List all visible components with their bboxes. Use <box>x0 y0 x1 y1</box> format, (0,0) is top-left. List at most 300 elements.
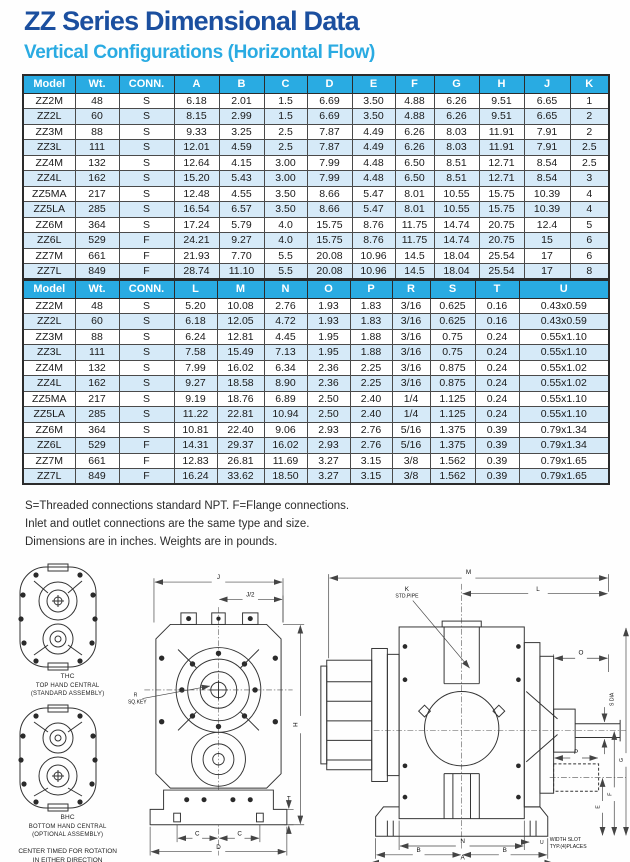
table-cell: 1.93 <box>307 314 350 330</box>
table-cell: 17 <box>524 248 570 264</box>
table-cell: 14.31 <box>174 438 217 454</box>
table-cell: 1 <box>570 93 609 109</box>
table-cell: 10.39 <box>524 202 570 218</box>
table-cell: 14.5 <box>395 264 434 280</box>
table-cell: 11.10 <box>219 264 264 280</box>
table-cell: 0.43x0.59 <box>519 314 609 330</box>
drawings-section <box>8 563 630 862</box>
table-cell: 6.69 <box>307 109 352 125</box>
table-cell: 9.33 <box>174 124 219 140</box>
table-cell: 6.65 <box>524 93 570 109</box>
column-header-r: R <box>392 280 430 298</box>
table-row-zz4m <box>23 360 609 376</box>
table-cell: 1.95 <box>307 345 350 361</box>
table-cell: 0.55x1.10 <box>519 391 609 407</box>
bottom-hand-central-drawing <box>8 704 108 814</box>
table-cell: 0.79x1.65 <box>519 453 609 469</box>
table-cell: 88 <box>75 124 119 140</box>
column-header-u: U <box>519 280 609 298</box>
table-cell: 1.5 <box>264 109 307 125</box>
table-cell: S <box>119 376 174 392</box>
table-cell: 132 <box>75 360 119 376</box>
table-cell: 6.50 <box>395 155 434 171</box>
column-header-m: M <box>217 280 264 298</box>
column-header-d: D <box>307 75 352 93</box>
table-cell: 162 <box>75 376 119 392</box>
column-header-c: C <box>264 75 307 93</box>
table-cell: 3.27 <box>307 469 350 485</box>
table-cell: 0.55x1.10 <box>519 345 609 361</box>
table-cell: 15.75 <box>307 217 352 233</box>
table-cell: 14.74 <box>434 233 479 249</box>
table-cell: 48 <box>75 93 119 109</box>
table-cell: F <box>119 264 174 280</box>
table-row-zz3m <box>23 124 609 140</box>
table-cell: 11.22 <box>174 407 217 423</box>
table-cell: 2.50 <box>307 391 350 407</box>
table-cell: 132 <box>75 155 119 171</box>
table-cell: 6.24 <box>174 329 217 345</box>
table-cell: ZZ4L <box>23 171 75 187</box>
table-row-zz5ma <box>23 391 609 407</box>
table-cell: 25.54 <box>479 248 524 264</box>
table-cell: 8.01 <box>395 186 434 202</box>
table-cell: 111 <box>75 140 119 156</box>
table-cell: 7.99 <box>307 171 352 187</box>
table-cell: 29.37 <box>217 438 264 454</box>
bhc-name: BOTTOM HAND CENTRAL <box>28 824 107 831</box>
table-cell: 10.55 <box>434 202 479 218</box>
dim-label-k: K <box>404 586 410 594</box>
table-cell: S <box>119 345 174 361</box>
table-row-zz4m <box>23 155 609 171</box>
table-cell: 25.54 <box>479 264 524 280</box>
table-cell: 0.625 <box>430 314 475 330</box>
thc-name: TOP HAND CENTRAL <box>35 683 100 690</box>
table-cell: 10.96 <box>352 264 395 280</box>
table-cell: 217 <box>75 391 119 407</box>
table-cell: 0.625 <box>430 298 475 314</box>
table-cell: 2.93 <box>307 422 350 438</box>
table-cell: S <box>119 171 174 187</box>
table-cell: 18.04 <box>434 248 479 264</box>
table-cell: 6.69 <box>307 93 352 109</box>
table-header-row <box>23 75 609 93</box>
table-cell: 16.02 <box>264 438 307 454</box>
table-cell: 0.875 <box>430 376 475 392</box>
table-cell: S <box>119 186 174 202</box>
dim-label-c-right: C <box>237 830 243 838</box>
table-cell: 1.88 <box>350 329 392 345</box>
table-row-zz4l <box>23 376 609 392</box>
table-cell: 8.51 <box>434 171 479 187</box>
table-cell: 3.00 <box>264 155 307 171</box>
page-title: ZZ Series Dimensional Data <box>24 6 359 36</box>
table-cell: 4.0 <box>264 217 307 233</box>
table-cell: 15.75 <box>479 202 524 218</box>
table-cell: 14.74 <box>434 217 479 233</box>
table-cell: 4.45 <box>264 329 307 345</box>
table-cell: 1.93 <box>307 298 350 314</box>
table-cell: F <box>119 248 174 264</box>
table-cell: 28.74 <box>174 264 219 280</box>
dim-label-f: F <box>607 793 614 797</box>
column-header-model: Model <box>23 75 75 93</box>
table-cell: 2.01 <box>219 93 264 109</box>
table-cell: 5.79 <box>219 217 264 233</box>
table-cell: 6.89 <box>264 391 307 407</box>
table-cell: ZZ3L <box>23 345 75 361</box>
table-cell: 5/16 <box>392 438 430 454</box>
table-cell: 4.0 <box>264 233 307 249</box>
table-cell: S <box>119 109 174 125</box>
table-cell: ZZ5MA <box>23 391 75 407</box>
table-cell: 12.64 <box>174 155 219 171</box>
table-cell: 3.15 <box>350 453 392 469</box>
table-cell: 0.39 <box>475 453 519 469</box>
table-row-zz6l <box>23 438 609 454</box>
table-row-zz7l <box>23 469 609 485</box>
table-row-zz6l <box>23 233 609 249</box>
table-cell: 2.36 <box>307 376 350 392</box>
table-cell: 8.03 <box>434 124 479 140</box>
dim-label-t: T <box>287 796 292 804</box>
table-cell: 8.01 <box>395 202 434 218</box>
table-cell: 7.70 <box>219 248 264 264</box>
table-cell: F <box>119 438 174 454</box>
table-cell: 16.24 <box>174 469 217 485</box>
table-cell: ZZ2M <box>23 93 75 109</box>
table-cell: 8.51 <box>434 155 479 171</box>
table-cell: 12.4 <box>524 217 570 233</box>
table-cell: 364 <box>75 217 119 233</box>
table-cell: 162 <box>75 171 119 187</box>
column-header-model: Model <box>23 280 75 298</box>
column-header-o: O <box>307 280 350 298</box>
dim-label-width-slot: WIDTH SLOT <box>549 837 582 844</box>
column-header-h: H <box>479 75 524 93</box>
table-cell: 0.16 <box>475 314 519 330</box>
table-cell: 0.39 <box>475 438 519 454</box>
table-cell: 4.15 <box>219 155 264 171</box>
table-cell: 0.39 <box>475 469 519 485</box>
table-cell: 3.50 <box>352 109 395 125</box>
table-cell: 2.76 <box>264 298 307 314</box>
table-cell: 6.34 <box>264 360 307 376</box>
table-cell: 529 <box>75 233 119 249</box>
table-cell: 4.88 <box>395 109 434 125</box>
table-cell: 12.48 <box>174 186 219 202</box>
column-header-g: G <box>434 75 479 93</box>
table-cell: 1.83 <box>350 298 392 314</box>
table-cell: 3/16 <box>392 314 430 330</box>
dimensional-table-l-u <box>22 279 610 485</box>
table-cell: 20.75 <box>479 217 524 233</box>
table-cell: 8 <box>570 264 609 280</box>
table-row-zz2m <box>23 93 609 109</box>
bolt-pattern <box>18 714 97 805</box>
dim-label-o: O <box>578 649 584 657</box>
table-cell: 661 <box>75 248 119 264</box>
table-cell: 6.18 <box>174 314 217 330</box>
dim-label-typ-places: TYP.(4)PLACES <box>549 844 587 851</box>
footnotes <box>25 498 630 551</box>
table-cell: 8.66 <box>307 202 352 218</box>
table-cell: 9.19 <box>174 391 217 407</box>
table-cell: 0.39 <box>475 422 519 438</box>
table-cell: 15.75 <box>479 186 524 202</box>
table-row-zz5la <box>23 202 609 218</box>
dim-label-d: D <box>216 844 222 852</box>
table-cell: 10.96 <box>352 248 395 264</box>
table-cell: 2.99 <box>219 109 264 125</box>
table-row-zz3l <box>23 345 609 361</box>
dim-label-n: N <box>460 838 466 846</box>
table-cell: 1.88 <box>350 345 392 361</box>
table-cell: ZZ4M <box>23 155 75 171</box>
table-cell: 3/16 <box>392 329 430 345</box>
table-cell: 285 <box>75 407 119 423</box>
table-cell: 0.79x1.34 <box>519 422 609 438</box>
dim-label-sq-key: SQ.KEY <box>128 699 147 706</box>
table-cell: 5.47 <box>352 186 395 202</box>
table-cell: 0.75 <box>430 329 475 345</box>
table-cell: 661 <box>75 453 119 469</box>
table-cell: ZZ7L <box>23 469 75 485</box>
table-cell: 0.79x1.34 <box>519 438 609 454</box>
table-cell: ZZ5LA <box>23 407 75 423</box>
table-cell: 5.5 <box>264 248 307 264</box>
table-cell: 2.25 <box>350 360 392 376</box>
table-cell: ZZ4L <box>23 376 75 392</box>
table-row-zz7m <box>23 248 609 264</box>
table-cell: S <box>119 93 174 109</box>
table-cell: 0.24 <box>475 376 519 392</box>
column-header-wt: Wt. <box>75 75 119 93</box>
table-cell: 10.81 <box>174 422 217 438</box>
table-cell: 9.51 <box>479 93 524 109</box>
table-row-zz6m <box>23 217 609 233</box>
table-cell: 4.88 <box>395 93 434 109</box>
column-header-p: P <box>350 280 392 298</box>
table-cell: 10.94 <box>264 407 307 423</box>
dim-label-b-left: B <box>416 847 421 855</box>
table-cell: 3/16 <box>392 345 430 361</box>
table-cell: 5 <box>570 217 609 233</box>
table-cell: 48 <box>75 298 119 314</box>
side-view-drawing <box>315 563 630 862</box>
table-cell: 6.57 <box>219 202 264 218</box>
table-cell: F <box>119 469 174 485</box>
table-cell: 7.87 <box>307 124 352 140</box>
table-cell: 14.5 <box>395 248 434 264</box>
table-cell: 20.75 <box>479 233 524 249</box>
table-cell: 11.75 <box>395 217 434 233</box>
table-cell: 16.02 <box>217 360 264 376</box>
center-timed-note <box>8 847 127 862</box>
table-cell: 17.24 <box>174 217 219 233</box>
table-cell: 7.13 <box>264 345 307 361</box>
assembly-options-column <box>8 563 127 862</box>
table-cell: 8.90 <box>264 376 307 392</box>
dim-label-b-right: B <box>502 847 507 855</box>
table-cell: 1.83 <box>350 314 392 330</box>
column-header-j: J <box>524 75 570 93</box>
dim-label-std-pipe: STD.PIPE <box>395 594 419 601</box>
table-cell: 15 <box>524 233 570 249</box>
dim-label-j-half: J/2 <box>246 591 255 599</box>
table-cell: F <box>119 233 174 249</box>
table-cell: 4.59 <box>219 140 264 156</box>
table-cell: 3.50 <box>264 202 307 218</box>
table-cell: 1.125 <box>430 407 475 423</box>
table-row-zz3l <box>23 140 609 156</box>
table-row-zz2m <box>23 298 609 314</box>
table-cell: 20.08 <box>307 264 352 280</box>
table-cell: 33.62 <box>217 469 264 485</box>
dim-label-h: H <box>292 722 300 728</box>
front-view-drawing <box>127 563 315 862</box>
table-cell: 0.43x0.59 <box>519 298 609 314</box>
table-cell: 26.81 <box>217 453 264 469</box>
table-cell: 3.25 <box>219 124 264 140</box>
table-cell: ZZ2L <box>23 314 75 330</box>
table-cell: 18.76 <box>217 391 264 407</box>
footnote-inlet-outlet: Inlet and outlet connections are the same type and size. <box>25 517 310 530</box>
table-cell: 1/4 <box>392 407 430 423</box>
table-cell: ZZ3M <box>23 124 75 140</box>
table-cell: 0.16 <box>475 298 519 314</box>
table-cell: 285 <box>75 202 119 218</box>
bhc-caption <box>8 814 127 839</box>
table-cell: 849 <box>75 264 119 280</box>
table-row-zz2l <box>23 314 609 330</box>
table-cell: 6.18 <box>174 93 219 109</box>
table-cell: 2.40 <box>350 391 392 407</box>
table-cell: 16.54 <box>174 202 219 218</box>
table-cell: 6 <box>570 233 609 249</box>
column-header-conn: CONN. <box>119 75 174 93</box>
table-cell: 6.26 <box>434 93 479 109</box>
thc-caption <box>8 673 127 698</box>
table-cell: ZZ2L <box>23 109 75 125</box>
table-cell: 9.51 <box>479 109 524 125</box>
table-cell: 4.48 <box>352 155 395 171</box>
table-cell: 8.76 <box>352 233 395 249</box>
table-cell: 0.24 <box>475 360 519 376</box>
dimensional-table-a-k <box>22 74 610 280</box>
table-cell: S <box>119 217 174 233</box>
table-cell: S <box>119 155 174 171</box>
table-cell: 60 <box>75 314 119 330</box>
table-cell: 0.875 <box>430 360 475 376</box>
table-cell: S <box>119 124 174 140</box>
bolt-pattern <box>18 573 97 664</box>
table-cell: ZZ3L <box>23 140 75 156</box>
table-cell: ZZ6M <box>23 217 75 233</box>
table-cell: 8.54 <box>524 171 570 187</box>
table-cell: 12.71 <box>479 155 524 171</box>
table-cell: S <box>119 314 174 330</box>
table-cell: S <box>119 391 174 407</box>
table-cell: 11.91 <box>479 124 524 140</box>
table-cell: 18.04 <box>434 264 479 280</box>
table-cell: 1.95 <box>307 329 350 345</box>
table-cell: 22.81 <box>217 407 264 423</box>
page-subtitle: Vertical Configurations (Horizontal Flow) <box>24 42 375 63</box>
dim-label-m: M <box>465 569 472 577</box>
footnote-units: Dimensions are in inches. Weights are in pounds. <box>25 535 278 548</box>
table-cell: ZZ4M <box>23 360 75 376</box>
table-cell: 3.00 <box>264 171 307 187</box>
column-header-k: K <box>570 75 609 93</box>
table-cell: 3.50 <box>352 93 395 109</box>
dim-label-a: A <box>460 855 465 862</box>
table-cell: 4.55 <box>219 186 264 202</box>
table-row-zz3m <box>23 329 609 345</box>
table-cell: 2.5 <box>264 124 307 140</box>
table-cell: 5.43 <box>219 171 264 187</box>
table-cell: 849 <box>75 469 119 485</box>
table-cell: 8.03 <box>434 140 479 156</box>
table-cell: 2.76 <box>350 438 392 454</box>
bhc-sub: (OPTIONAL ASSEMBLY) <box>32 832 104 839</box>
table-cell: 21.93 <box>174 248 219 264</box>
table-cell: 7.91 <box>524 140 570 156</box>
table-cell: 7.87 <box>307 140 352 156</box>
table-cell: 5.20 <box>174 298 217 314</box>
dim-label-u: U <box>540 840 544 847</box>
table-cell: ZZ7L <box>23 264 75 280</box>
table-cell: 10.39 <box>524 186 570 202</box>
table-cell: 22.40 <box>217 422 264 438</box>
dim-label-l: L <box>536 586 540 594</box>
table-cell: 88 <box>75 329 119 345</box>
table-cell: 8.66 <box>307 186 352 202</box>
table-cell: 2.40 <box>350 407 392 423</box>
dim-label-p: P <box>574 749 579 757</box>
table-cell: 0.79x1.65 <box>519 469 609 485</box>
table-cell: 7.58 <box>174 345 217 361</box>
table-cell: 3/16 <box>392 360 430 376</box>
column-header-t: T <box>475 280 519 298</box>
table-cell: 2.50 <box>307 407 350 423</box>
table-cell: 2 <box>570 109 609 125</box>
dim-label-e: E <box>595 805 602 810</box>
table-cell: 0.24 <box>475 329 519 345</box>
table-cell: 2.5 <box>264 140 307 156</box>
table-cell: 8.54 <box>524 155 570 171</box>
table-cell: 15.49 <box>217 345 264 361</box>
table-cell: 6.65 <box>524 109 570 125</box>
table-cell: 3.15 <box>350 469 392 485</box>
table-cell: 6.26 <box>434 109 479 125</box>
table-cell: 5.47 <box>352 202 395 218</box>
table-cell: 5/16 <box>392 422 430 438</box>
table-row-zz5ma <box>23 186 609 202</box>
table-cell: 3/8 <box>392 453 430 469</box>
table-row-zz4l <box>23 171 609 187</box>
table-cell: 11.69 <box>264 453 307 469</box>
table-cell: 364 <box>75 422 119 438</box>
table-cell: 0.55x1.02 <box>519 360 609 376</box>
table-cell: ZZ2M <box>23 298 75 314</box>
table-cell: S <box>119 298 174 314</box>
table-cell: 8.76 <box>352 217 395 233</box>
table-cell: 4 <box>570 186 609 202</box>
table-cell: 18.50 <box>264 469 307 485</box>
table-cell: 0.55x1.10 <box>519 329 609 345</box>
